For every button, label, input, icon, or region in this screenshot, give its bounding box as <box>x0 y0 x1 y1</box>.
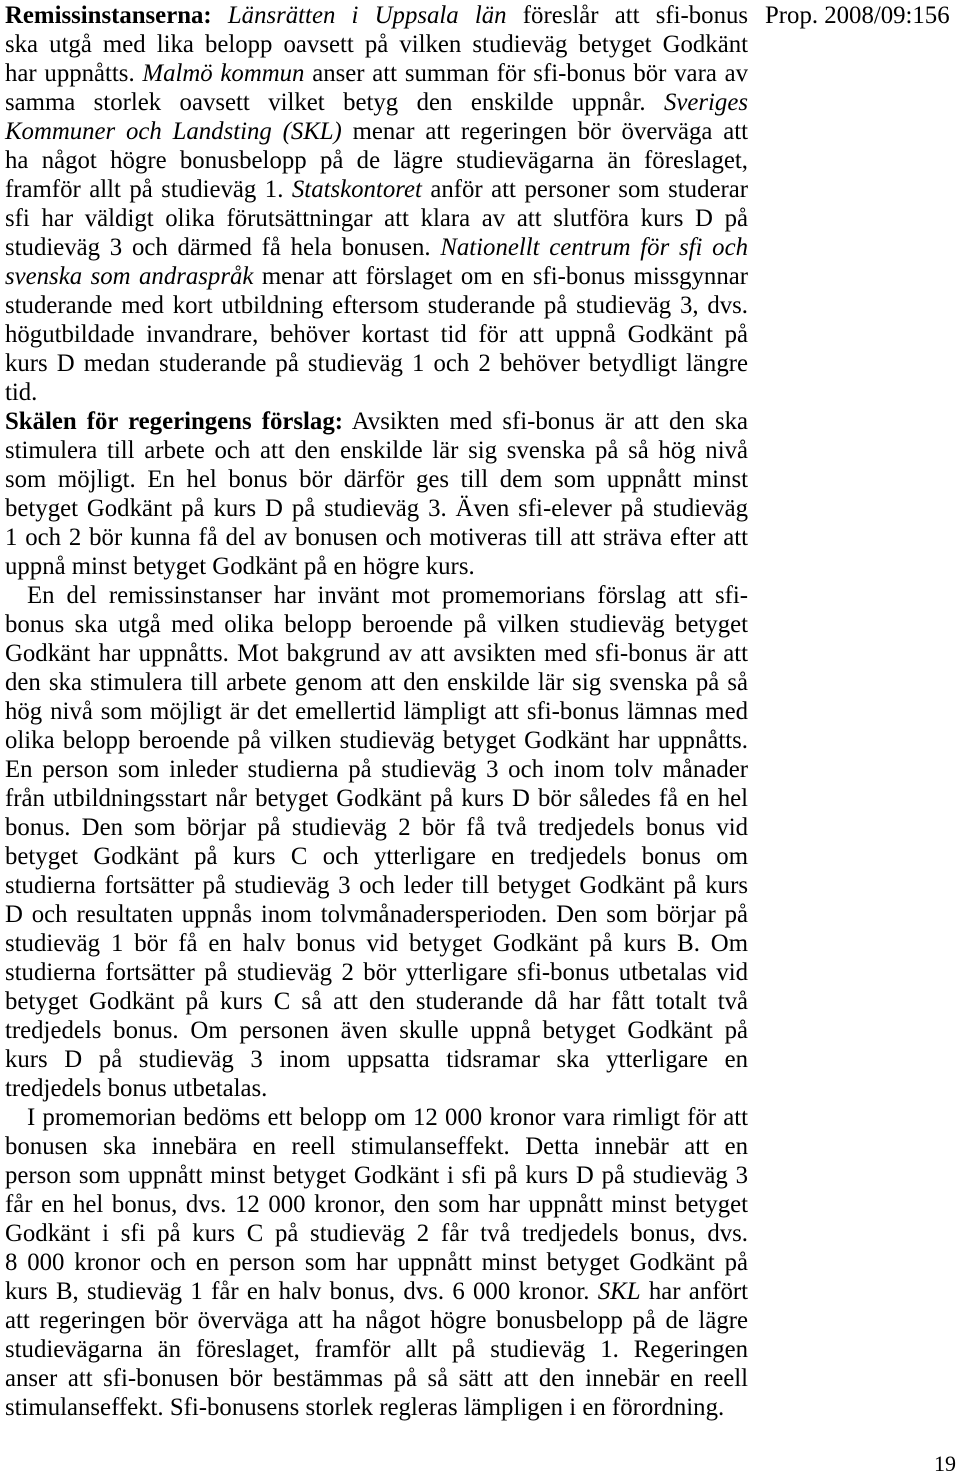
text-line <box>5 842 748 871</box>
text-run: anför att personer som studerar <box>421 176 748 203</box>
text-line <box>5 958 748 987</box>
publication-reference: Prop. 2008/09:156 <box>765 2 950 29</box>
text-line <box>5 523 748 552</box>
text-line <box>5 871 748 900</box>
text-run: kurs D på studieväg 3 inom uppsatta tidsramar ska ytterligare en <box>5 1046 748 1073</box>
text-line <box>5 552 748 581</box>
text-run: har anfört <box>640 1278 748 1305</box>
text-line <box>5 581 748 610</box>
italic-reference: svenska som andraspråk <box>5 263 254 290</box>
text-run: tid. <box>5 379 38 406</box>
text-run: har uppnåtts. <box>5 60 143 87</box>
text-run: 8 000 kronor och en person som har uppnått minst betyget Godkänt på <box>5 1249 748 1276</box>
italic-reference: Sveriges <box>663 89 748 116</box>
text-line <box>5 1103 748 1132</box>
paragraph-remissinstanserna <box>5 1 748 407</box>
text-line <box>5 1045 748 1074</box>
text-line <box>5 1364 748 1393</box>
text-run: En del remissinstanser har invänt mot promemorians förslag att sfi- <box>27 582 748 609</box>
text-run: tredjedels bonus. Om personen även skulle uppnå betyget Godkänt på <box>5 1017 748 1044</box>
italic-reference: Länsrätten i Uppsala län <box>227 2 507 29</box>
text-line <box>5 204 748 233</box>
text-run: Avsikten med sfi-bonus är att den ska <box>342 408 749 435</box>
text-line <box>5 407 748 436</box>
text-line <box>5 1016 748 1045</box>
text-line <box>5 697 748 726</box>
text-run: föreslår att sfi-bonus <box>506 2 749 29</box>
paragraph-promemorian <box>5 1103 748 1422</box>
text-run: bonusen ska innebära en reell stimulanseffekt. Detta innebär att en <box>5 1133 748 1160</box>
text-run: ha något högre bonusbelopp på de lägre studievägarna än föreslaget, <box>5 147 748 174</box>
text-line <box>5 320 748 349</box>
text-line <box>5 59 748 88</box>
text-line <box>5 784 748 813</box>
text-run: Godkänt har uppnåtts. Mot bakgrund av att avsikten med sfi-bonus är att <box>5 640 748 667</box>
text-run: olika belopp beroende på vilken studieväg betyget Godkänt har uppnåtts. <box>5 727 748 754</box>
text-line <box>5 1074 748 1103</box>
text-line <box>5 1277 748 1306</box>
text-line <box>5 987 748 1016</box>
italic-reference: Kommuner och Landsting (SKL) <box>5 118 342 145</box>
text-line <box>5 494 748 523</box>
text-line <box>5 88 748 117</box>
text-line <box>5 1190 748 1219</box>
text-run: studieväg 1 bör få en halv bonus vid betyget Godkänt på kurs B. Om <box>5 930 748 957</box>
text-run: studierna fortsätter på studieväg 3 och leder till betyget Godkänt på kurs <box>5 872 748 899</box>
text-run: betyget Godkänt på kurs C och ytterligare en tredjedels bonus om <box>5 843 748 870</box>
text-line <box>5 436 748 465</box>
italic-reference: SKL <box>597 1278 641 1305</box>
text-line <box>5 30 748 59</box>
text-run: som möjligt. En hel bonus bör därför ges till dem som uppnått minst <box>5 466 748 493</box>
text-line <box>5 175 748 204</box>
text-run: samma storlek oavsett vilket betyg den enskilde uppnår. <box>5 89 664 116</box>
text-run: studieväg 3 och därmed få hela bonusen. <box>5 234 441 261</box>
italic-reference: Malmö kommun <box>142 60 305 87</box>
text-line <box>5 1393 748 1422</box>
body-text <box>5 1 748 1422</box>
text-run: ska utgå med lika belopp oavsett på vilken studieväg betyget Godkänt <box>5 31 748 58</box>
text-run: studierna fortsätter på studieväg 2 bör ytterligare sfi-bonus utbetalas vid <box>5 959 748 986</box>
text-run: person som uppnått minst betyget Godkänt i sfi på kurs D på studieväg 3 <box>5 1162 748 1189</box>
text-line <box>5 1219 748 1248</box>
text-run: bonus ska utgå med olika belopp beroende på vilken studieväg betyget <box>5 611 748 638</box>
text-run: I promemorian bedöms ett belopp om 12 000 kronor vara rimligt för att <box>27 1104 748 1131</box>
text-run <box>212 2 228 29</box>
bold-lead-in: Skälen för regeringens förslag: <box>5 408 343 435</box>
text-run: 1 och 2 bör kunna få del av bonusen och motiveras till att sträva efter att <box>5 524 748 551</box>
text-line <box>5 813 748 842</box>
text-line <box>5 349 748 378</box>
text-run: högutbildade invandrare, behöver kortast tid för att uppnå Godkänt på <box>5 321 748 348</box>
text-run: menar att regeringen bör överväga att <box>341 118 748 145</box>
text-line <box>5 465 748 494</box>
text-run: anser att sfi-bonusen bör bestämmas på så sätt att den innebär en reell <box>5 1365 748 1392</box>
text-run: betyget Godkänt på kurs D på studieväg 3. Även sfi-elever på studieväg <box>5 495 748 522</box>
text-line <box>5 233 748 262</box>
text-run: hög nivå som möjligt är det emellertid lämpligt att sfi-bonus lämnas med <box>5 698 748 725</box>
text-run: från utbildningsstart når betyget Godkänt på kurs D bör således få en hel <box>5 785 748 812</box>
text-line <box>5 929 748 958</box>
text-run: sfi har väldigt olika förutsättningar att klara av att slutföra kurs D på <box>5 205 748 232</box>
text-run: kurs D medan studerande på studieväg 1 och 2 behöver betydligt längre <box>5 350 748 377</box>
text-run: studievägarna än föreslaget, framför allt på studieväg 1. Regeringen <box>5 1336 748 1363</box>
page-number: 19 <box>934 1451 956 1476</box>
paragraph-belopp <box>5 581 748 1103</box>
text-line <box>5 1161 748 1190</box>
text-line <box>5 378 748 407</box>
text-line <box>5 291 748 320</box>
text-line <box>5 726 748 755</box>
text-run: att regeringen bör överväga att ha något högre bonusbelopp på de lägre <box>5 1307 748 1334</box>
text-run: den ska stimulera till arbete genom att den enskilde lär sig svenska på så <box>5 669 748 696</box>
text-run: menar att förslaget om en sfi-bonus missgynnar <box>253 263 748 290</box>
italic-reference: Statskontoret <box>291 176 422 203</box>
text-run: bonus. Den som börjar på studieväg 2 bör få två tredjedels bonus vid <box>5 814 748 841</box>
text-run: studerande med kort utbildning eftersom studerande på studieväg 3, dvs. <box>5 292 748 319</box>
text-run: betyget Godkänt på kurs C så att den studerande då har fått totalt två <box>5 988 748 1015</box>
text-line <box>5 900 748 929</box>
text-run: kurs B, studieväg 1 får en halv bonus, dvs. 6 000 kronor. <box>5 1278 598 1305</box>
text-run: framför allt på studieväg 1. <box>5 176 292 203</box>
text-line <box>5 1335 748 1364</box>
bold-lead-in: Remissinstanserna: <box>5 2 212 29</box>
text-run: En person som inleder studierna på studieväg 3 och inom tolv månader <box>5 756 748 783</box>
text-line <box>5 668 748 697</box>
text-line <box>5 262 748 291</box>
text-line <box>5 755 748 784</box>
text-run: får en hel bonus, dvs. 12 000 kronor, den som har uppnått minst betyget <box>5 1191 748 1218</box>
text-line <box>5 146 748 175</box>
text-line <box>5 1248 748 1277</box>
text-run: tredjedels bonus utbetalas. <box>5 1075 268 1102</box>
paragraph-skalen <box>5 407 748 581</box>
text-line <box>5 639 748 668</box>
text-line <box>5 117 748 146</box>
text-run: anser att summan för sfi-bonus bör vara av <box>304 60 748 87</box>
text-line <box>5 610 748 639</box>
italic-reference: Nationellt centrum för sfi och <box>440 234 748 261</box>
text-run: D och resultaten uppnås inom tolvmånadersperioden. Den som börjar på <box>5 901 748 928</box>
text-run: stimulanseffekt. Sfi-bonusens storlek regleras lämpligen i en förordning. <box>5 1394 725 1421</box>
text-run: Godkänt i sfi på kurs C på studieväg 2 får två tredjedels bonus, dvs. <box>5 1220 748 1247</box>
text-run: stimulera till arbete och att den enskilde lär sig svenska på så hög nivå <box>5 437 748 464</box>
text-run: uppnå minst betyget Godkänt på en högre kurs. <box>5 553 475 580</box>
text-line <box>5 1306 748 1335</box>
text-line <box>5 1 748 30</box>
text-line <box>5 1132 748 1161</box>
